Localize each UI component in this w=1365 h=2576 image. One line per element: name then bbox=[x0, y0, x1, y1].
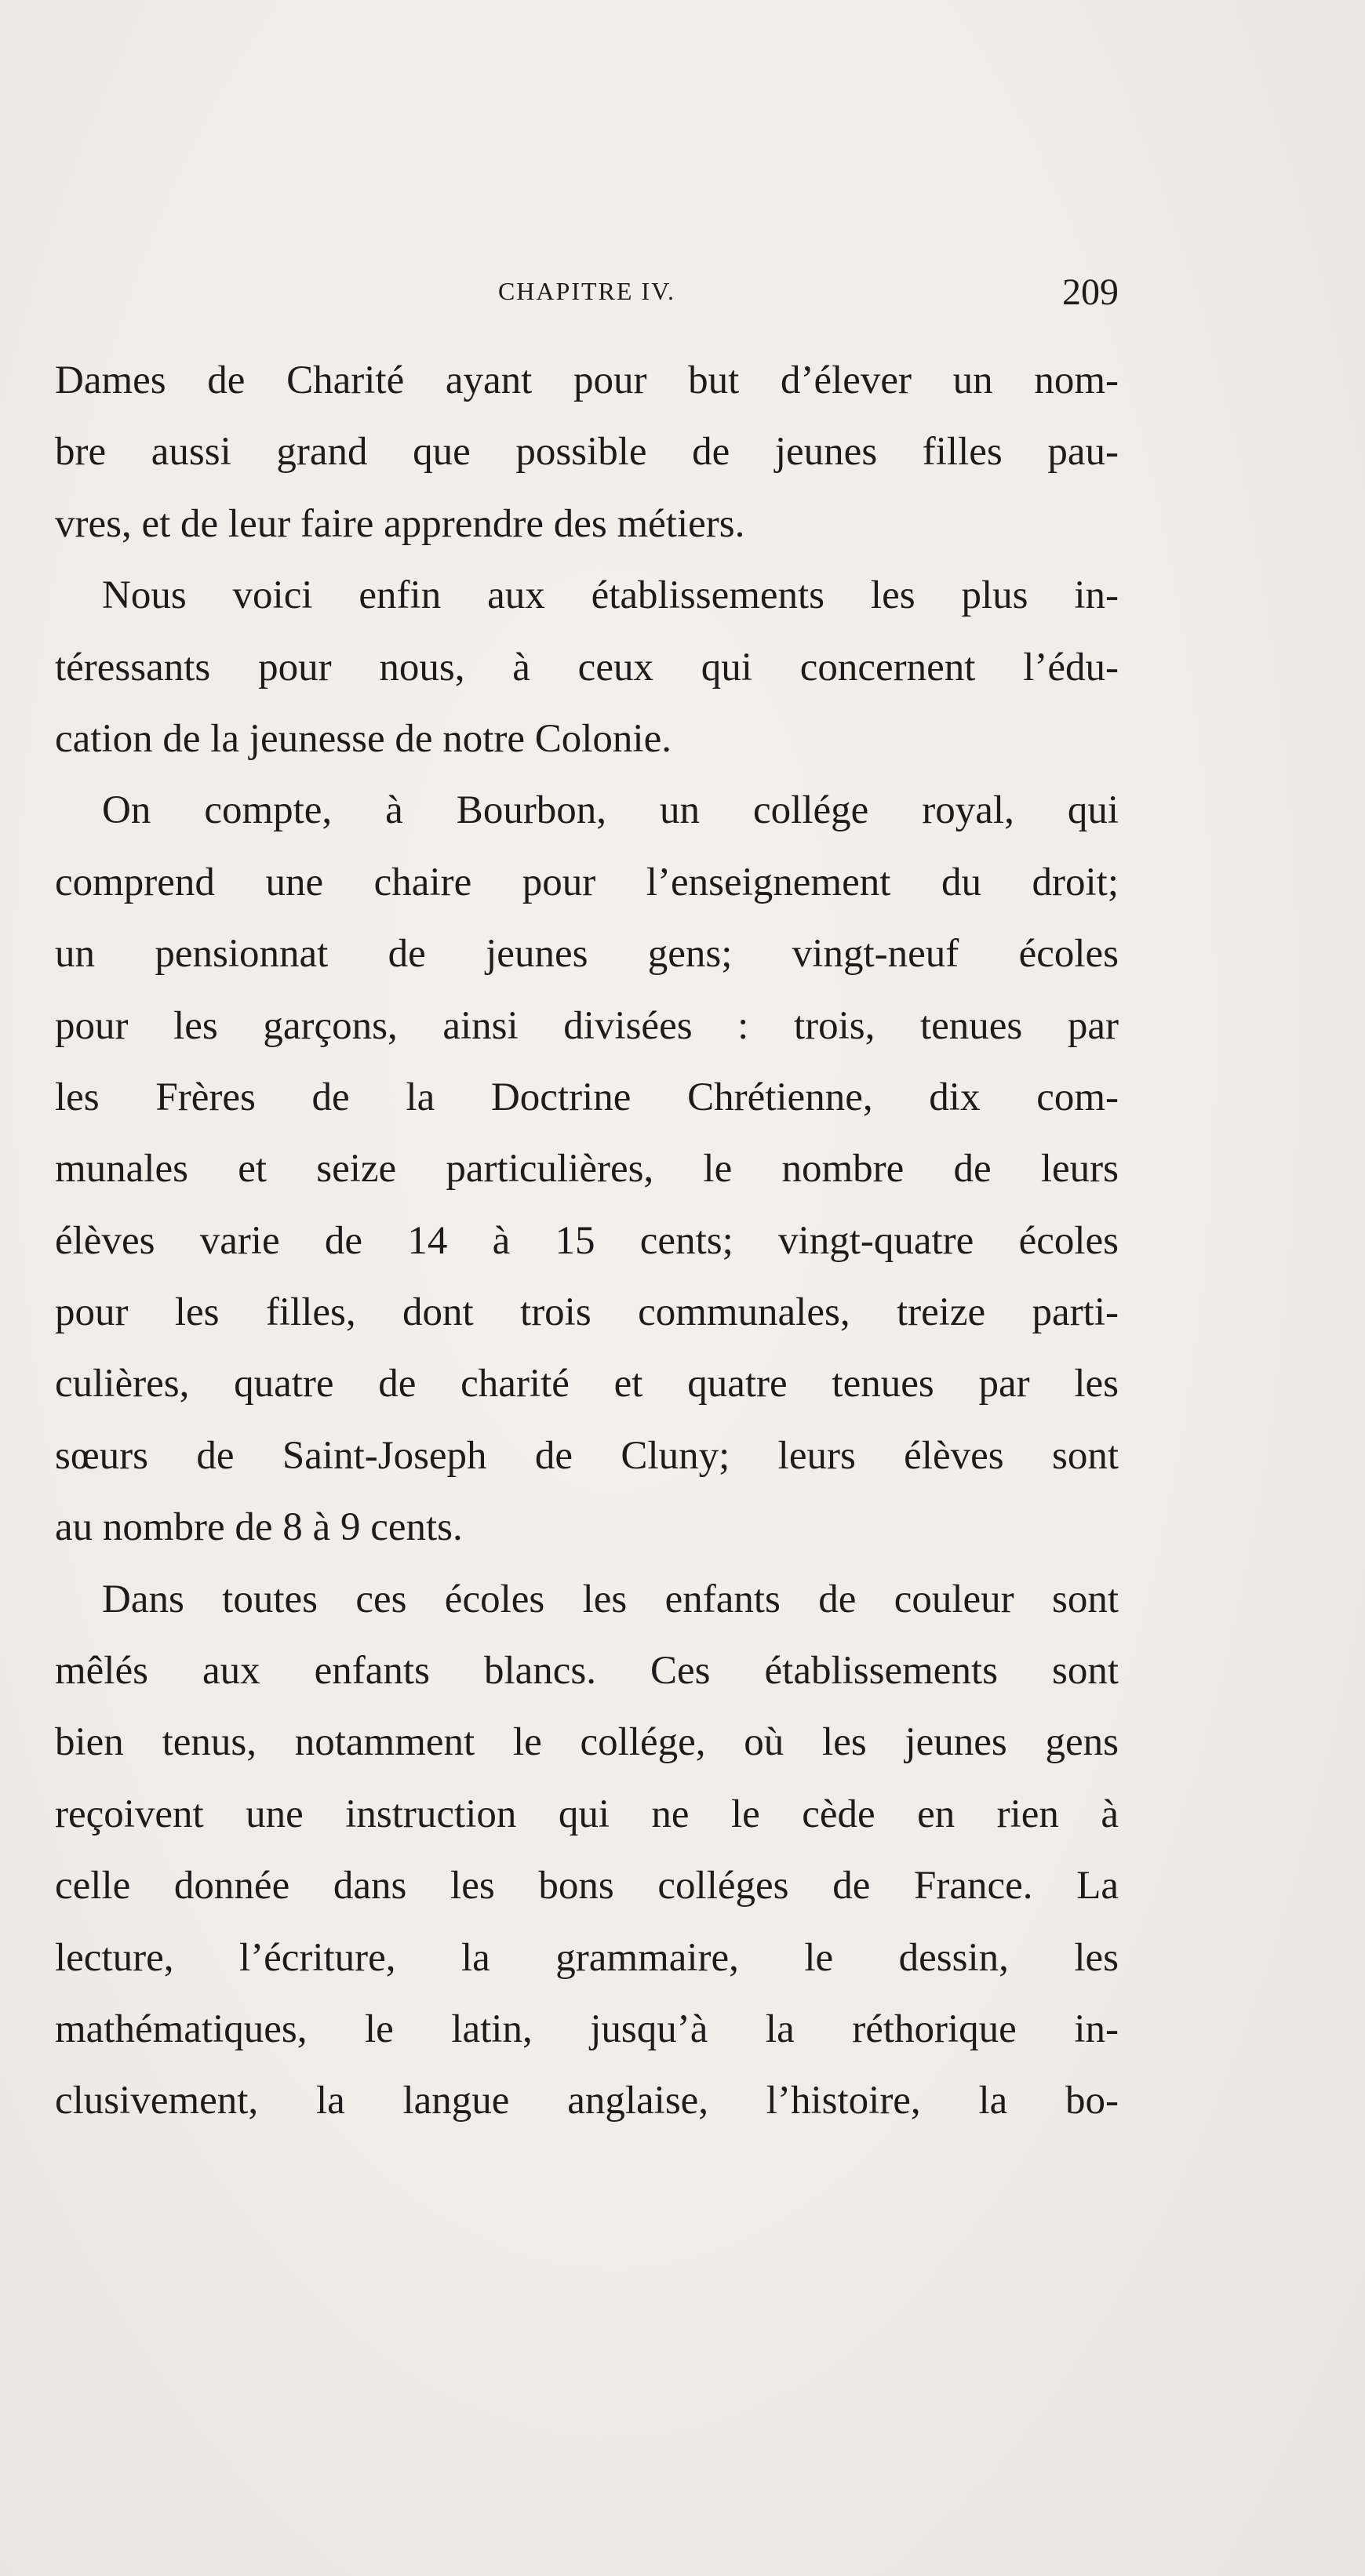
text-line: sœurs de Saint-Joseph de Cluny; leurs élèves sont bbox=[55, 1433, 1119, 1478]
text-line: On compte, à Bourbon, un collége royal, qui bbox=[102, 788, 1119, 833]
text-line: vres, et de leur faire apprendre des métiers. bbox=[55, 501, 745, 546]
text-line: celle donnée dans les bons colléges de France. La bbox=[55, 1864, 1119, 1908]
text-line: bien tenus, notamment le collége, où les jeunes gens bbox=[55, 1720, 1119, 1765]
paragraph bbox=[55, 775, 1119, 1563]
body-text bbox=[55, 345, 1119, 2138]
text-line: un pensionnat de jeunes gens; vingt-neuf écoles bbox=[55, 932, 1119, 977]
text-line: culières, quatre de charité et quatre tenues par les bbox=[55, 1362, 1119, 1406]
text-line: Dans toutes ces écoles les enfants de couleur sont bbox=[102, 1577, 1119, 1621]
text-line: lecture, l’écriture, la grammaire, le dessin, les bbox=[55, 1935, 1119, 1980]
text-line: au nombre de 8 à 9 cents. bbox=[55, 1505, 463, 1550]
text-line: mathématiques, le latin, jusqu’à la réthorique in- bbox=[55, 2007, 1119, 2051]
text-line: pour les filles, dont trois communales, treize parti- bbox=[55, 1290, 1119, 1335]
text-line: bre aussi grand que possible de jeunes filles pau- bbox=[55, 430, 1119, 475]
text-line: munales et seize particulières, le nombre de leurs bbox=[55, 1147, 1119, 1192]
page-number: 209 bbox=[1062, 271, 1119, 313]
text-line: les Frères de la Doctrine Chrétienne, dix com- bbox=[55, 1075, 1119, 1119]
page-header bbox=[55, 271, 1119, 318]
text-line: cation de la jeunesse de notre Colonie. bbox=[55, 716, 672, 761]
text-line: comprend une chaire pour l’enseignement du droit; bbox=[55, 860, 1119, 904]
text-line: pour les garçons, ainsi divisées : trois, tenues par bbox=[55, 1003, 1119, 1048]
paragraph bbox=[55, 560, 1119, 775]
text-line: mêlés aux enfants blancs. Ces établissements sont bbox=[55, 1649, 1119, 1694]
paragraph bbox=[55, 1564, 1119, 2138]
paragraph bbox=[55, 345, 1119, 560]
text-line: téressants pour nous, à ceux qui concernent l’édu- bbox=[55, 645, 1119, 689]
text-line: Dames de Charité ayant pour but d’élever un nom- bbox=[55, 358, 1119, 402]
running-head: CHAPITRE IV. bbox=[497, 277, 676, 305]
text-line: reçoivent une instruction qui ne le cède en rien à bbox=[55, 1792, 1119, 1836]
text-line: élèves varie de 14 à 15 cents; vingt-quatre écoles bbox=[55, 1218, 1119, 1263]
text-line: clusivement, la langue anglaise, l’histoire, la bo- bbox=[55, 2079, 1119, 2123]
text-line: Nous voici enfin aux établissements les plus in- bbox=[102, 573, 1119, 618]
